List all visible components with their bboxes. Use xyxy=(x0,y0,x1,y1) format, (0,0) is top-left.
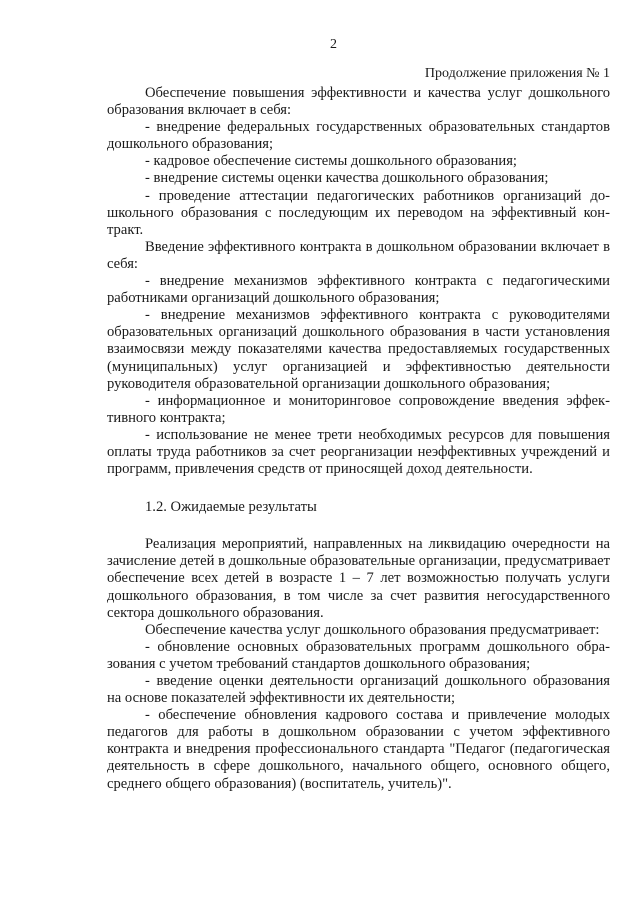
list-item: - обеспечение обновления кадрового состава и привлечение молодых педагогов для работы в дошкольном образовании с учетом эффективного контракта и внедрения профессионального стандарта "Педагог (педагогическая деятельность в сфере дошкольного, начального общего, основного общего, среднего общего образования) (воспитатель, учитель)". xyxy=(107,707,610,792)
list-item: - информационное и мониторинговое сопровождение введения эффективного контракта; xyxy=(107,392,610,426)
continuation-label: Продолжение приложения № 1 xyxy=(424,66,610,81)
list-item: - кадровое обеспечение системы дошкольного образования; xyxy=(145,153,517,170)
list-item: - внедрение механизмов эффективного контракта с руководителями образовательных организаций дошкольного образования в части установления взаимосвязи между показателями качества предоставляемых государственных (муниципальных) услуг организацией и эффективностью деятельности руководителя образовательной организации дошкольного образования; xyxy=(107,307,610,392)
list-item: - введение оценки деятельности организаций дошкольного образования на основе показателей эффективности их деятельности; xyxy=(107,673,610,707)
list-item: - внедрение федеральных государственных образовательных стандартов дошкольного образования; xyxy=(107,119,610,153)
section-expected-results xyxy=(107,536,610,792)
page-number: 2 xyxy=(330,37,337,52)
paragraph: Обеспечение качества услуг дошкольного образования предусматривает: xyxy=(145,621,600,638)
list-item: - обновление основных образовательных программ дошкольного образования с учетом требований стандартов дошкольного образования; xyxy=(107,638,610,672)
list-item: - проведение аттестации педагогических работников организаций дошкольного образования с последующим их переводом на эффективный контракт. xyxy=(107,187,610,238)
list-item: - внедрение системы оценки качества дошкольного образования; xyxy=(145,170,549,187)
paragraph: Введение эффективного контракта в дошкольном образовании включает в себя: xyxy=(107,238,610,272)
section-measures xyxy=(107,85,610,478)
list-item: - использование не менее трети необходимых ресурсов для повышения оплаты труда работников за счет реорганизации неэффективных учреждений и программ, привлечения средств от приносящей доход деятельности. xyxy=(107,426,610,478)
paragraph: Реализация мероприятий, направленных на ликвидацию очередности на зачисление детей в дошкольные образовательные организации, предусматривает обеспечение всех детей в возрасте 1 – 7 лет возможностью получать услуги дошкольного образования, в том числе за счет развития негосударственного сектора дошкольного образования. xyxy=(107,536,610,621)
paragraph: Обеспечение повышения эффективности и качества услуг дошкольного образования включает в себя: xyxy=(107,85,610,119)
section-heading: 1.2. Ожидаемые результаты xyxy=(145,499,317,516)
list-item: - внедрение механизмов эффективного контракта с педагогическими работниками организаций дошкольного образования; xyxy=(107,273,610,307)
